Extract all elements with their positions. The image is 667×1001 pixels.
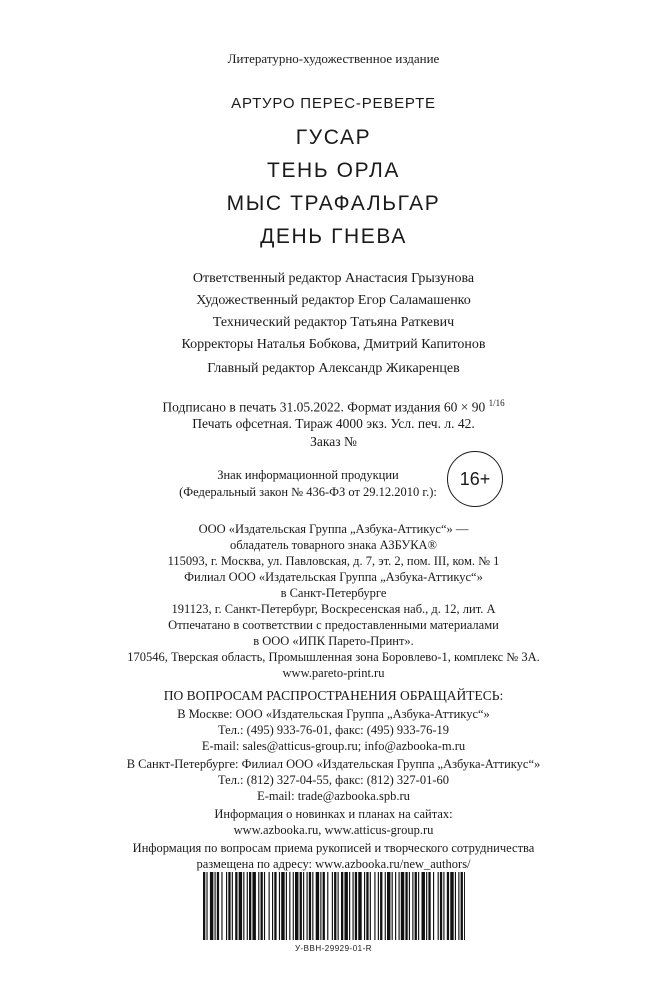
info-sign-label: Знак информационной продукции: [217, 468, 399, 482]
distribution-line: Тел.: (812) 327-04-55, факс: (812) 327-01-60: [217, 773, 450, 787]
book-title: ТЕНЬ ОРЛА: [267, 159, 400, 182]
credit-line: Ответственный редактор Анастасия Грызунова: [192, 271, 475, 286]
distribution-line: E-mail: sales@atticus-group.ru; info@azbooka-m.ru: [201, 739, 466, 753]
book-title: ДЕНЬ ГНЕВА: [260, 225, 407, 248]
credit-line: Художественный редактор Егор Саламашенко: [196, 293, 471, 308]
credit-line: Технический редактор Татьяна Раткевич: [212, 315, 455, 330]
print-run: Печать офсетная. Тираж 4000 экз. Усл. печ. л. 42.: [192, 416, 475, 431]
distribution-line: Тел.: (495) 933-76-01, факс: (495) 933-76-19: [217, 723, 450, 737]
distribution-line: В Санкт-Петербурге: Филиал ООО «Издательская Группа „Азбука-Аттикус“»: [126, 757, 541, 771]
distribution-line: В Москве: ООО «Издательская Группа „Азбука-Аттикус“»: [177, 707, 490, 721]
print-format: [0, 399, 667, 414]
credit-line: Корректоры Наталья Бобкова, Дмитрий Капитонов: [181, 337, 486, 352]
print-format-text: Подписано в печать 31.05.2022. Формат издания 60 × 90: [162, 399, 489, 415]
publisher-line: в Санкт-Петербурге: [280, 586, 387, 600]
format-fraction: 1/16: [488, 398, 505, 408]
age-rating-badge: 16+: [447, 451, 503, 507]
chief-editor: Главный редактор Александр Жикаренцев: [207, 361, 460, 376]
websites-line: www.azbooka.ru, www.atticus-group.ru: [233, 823, 434, 837]
edition-type: Литературно-художественное издание: [227, 51, 440, 66]
book-title: ГУСАР: [295, 126, 372, 149]
order-number: Заказ №: [310, 434, 357, 449]
publisher-line: обладатель товарного знака АЗБУКА®: [229, 538, 438, 552]
book-title: МЫС ТРАФАЛЬГАР: [226, 192, 441, 215]
barcode-code: У-ВВН-29929-01-R: [294, 944, 373, 953]
publisher-line: 191123, г. Санкт-Петербург, Воскресенская наб., д. 12, лит. А: [171, 602, 496, 616]
distribution-line: E-mail: trade@azbooka.spb.ru: [257, 789, 410, 803]
author-name: АРТУРО ПЕРЕС-РЕВЕРТЕ: [231, 95, 436, 112]
publisher-line: в ООО «ИПК Парето-Принт».: [253, 634, 414, 648]
info-sign-law: (Федеральный закон № 436-ФЗ от 29.12.2010 г.):: [179, 485, 437, 499]
publisher-line: 170546, Тверская область, Промышленная зона Боровлево-1, комплекс № 3А.: [127, 650, 540, 664]
publisher-line: ООО «Издательская Группа „Азбука-Аттикус“» —: [198, 522, 469, 536]
barcode-image: [203, 872, 465, 940]
manuscripts-line: Информация по вопросам приема рукописей и творческого сотрудничества: [132, 841, 535, 855]
publisher-line: Отпечатано в соответствии с предоставленными материалами: [168, 618, 499, 632]
publisher-line: www.pareto-print.ru: [282, 666, 385, 680]
websites-line: Информация о новинках и планах на сайтах:: [214, 807, 453, 821]
distribution-heading: ПО ВОПРОСАМ РАСПРОСТРАНЕНИЯ ОБРАЩАЙТЕСЬ:: [163, 688, 504, 703]
publisher-line: 115093, г. Москва, ул. Павловская, д. 7, эт. 2, пом. III, ком. № 1: [167, 554, 500, 568]
publisher-line: Филиал ООО «Издательская Группа „Азбука-Аттикус“»: [184, 570, 483, 584]
manuscripts-line: размещена по адресу: www.azbooka.ru/new_authors/: [196, 857, 471, 871]
